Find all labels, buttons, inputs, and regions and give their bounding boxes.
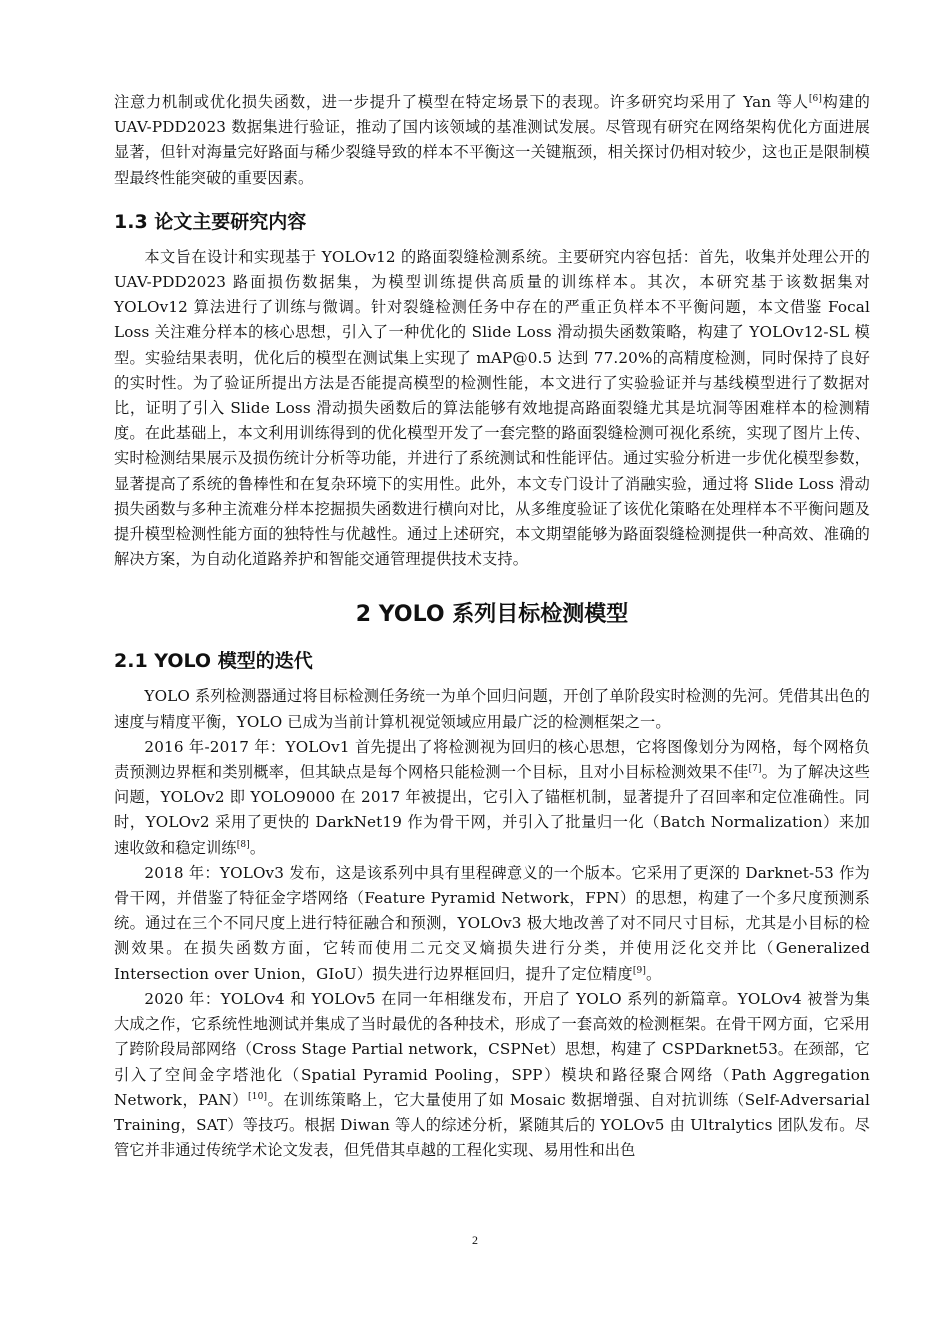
paragraph-text: 构建的 UAV-PDD2023 数据集进行验证，推动了国内该领域的基准测试发展。尽管现有研究在网络架构优化方面进展显著，但针对海量完好路面与稀少裂缝导致的样本不平衡这一关键瓶颈，相关探讨仍相对较少，这也正是限制模型最终性能突破的重要因素。 — [114, 93, 870, 187]
paragraph-text: 2016 年-2017 年：YOLOv1 首先提出了将检测视为回归的核心思想，它将图像划分为网格，每个网格负责预测边界框和类别概率，但其缺点是每个网格只能检测一个目标，且对小目标检测效果不佳 — [114, 737, 870, 782]
chapter-heading-2: 2 YOLO 系列目标检测模型 — [355, 602, 629, 628]
paragraph-intro-tail — [114, 90, 870, 191]
section-heading-1-3: 1.3 论文主要研究内容 — [114, 210, 307, 233]
page-number: 2 — [472, 1233, 478, 1247]
page-body — [114, 90, 870, 1163]
paragraph-text: 。 — [249, 838, 266, 857]
paragraph-yolov1-v2 — [114, 735, 870, 861]
paragraph-research-content: 本文旨在设计和实现基于 YOLOv12 的路面裂缝检测系统。主要研究内容包括：首先，收集并处理公开的 UAV-PDD2023 路面损伤数据集，为模型训练提供高质量的训练样本。其次，本研究基于该数据集对 YOLOv12 算法进行了训练与微调。针对裂缝检测任务中存在的严重正负样本不平衡问题，本文借鉴 Focal Loss 关注难分样本的核心思想，引入了一种优化的 Slide Loss 滑动损失函数策略，构建了 YOLOv12-SL 模型。实验结果表明，优化后的模型在测试集上实现了 mAP@0.5 达到 77.20%的高精度检测，同时保持了良好的实时性。为了验证所提出方法是否能提高模型的检测性能，本文进行了实验验证并与基线模型进行了数据对比，证明了引入 Slide Loss 滑动损失函数后的算法能够有效地提高路面裂缝尤其是坑洞等困难样本的检测精度。在此基础上，本文利用训练得到的优化模型开发了一套完整的路面裂缝检测可视化系统，实现了图片上传、实时检测结果展示及损伤统计分析等功能，并进行了系统测试和性能评估。通过实验分析进一步优化模型参数，显著提高了系统的鲁棒性和在复杂环境下的实用性。此外，本文专门设计了消融实验，通过将 Slide Loss 滑动损失函数与多种主流难分样本挖掘损失函数进行横向对比，从多维度验证了该优化策略在处理样本不平衡问题及提升模型检测性能方面的独特性与优越性。通过上述研究，本文期望能够为路面裂缝检测提供一种高效、准确的解决方案，为自动化道路养护和智能交通管理提供技术支持。 — [114, 247, 870, 569]
paragraph-yolov3 — [114, 861, 870, 987]
citation: [6] — [808, 94, 823, 104]
paragraph-text: 2018 年：YOLOv3 发布，这是该系列中具有里程碑意义的一个版本。它采用了更深的 Darknet-53 作为骨干网，并借鉴了特征金字塔网络（Feature Pyramid Network，FPN）的思想，构建了一个多尺度预测系统。通过在三个不同尺度上进行特征融合和预测，YOLOv3 极大地改善了对不同尺寸目标，尤其是小目标的检测效果。在损失函数方面，它转而使用二元交叉熵损失进行分类，并使用泛化交并比（Generalized Intersection over Union，GIoU）损失进行边界框回归，提升了定位精度 — [114, 863, 870, 983]
paragraph-text: 。 — [646, 964, 662, 983]
citation: [8] — [236, 839, 250, 850]
paragraph-yolov4-v5 — [114, 987, 870, 1163]
section-heading-2-1: 2.1 YOLO 模型的迭代 — [114, 650, 313, 673]
paragraph-text: 注意力机制或优化损失函数，进一步提升了模型在特定场景下的表现。许多研究均采用了 Yan 等人 — [114, 93, 809, 111]
citation: [7] — [748, 764, 762, 775]
citation: [9] — [632, 965, 647, 976]
citation: [10] — [248, 1091, 268, 1102]
paragraph-yolo-intro: YOLO 系列检测器通过将目标检测任务统一为单个回归问题，开创了单阶段实时检测的先河。凭借其出色的速度与精度平衡，YOLO 已成为当前计算机视觉领域应用最广泛的检测框架之一。 — [114, 687, 870, 731]
paragraph-text: 。在训练策略上，它大量使用了如 Mosaic 数据增强、自对抗训练（Self-Adversarial Training，SAT）等技巧。根据 Diwan 等人的综述分析，紧随其后的 YOLOv5 由 Ultralytics 团队发布。尽管它并非通过传统学术论文发表，但凭借其卓越的工程化实现、易用性和出色 — [114, 1090, 870, 1160]
paragraph-text: 。为了解决这些问题，YOLOv2 即 YOLO9000 在 2017 年被提出，它引入了锚框机制，显著提升了召回率和定位准确性。同时，YOLOv2 采用了更快的 DarkNet19 作为骨干网，并引入了批量归一化（Batch Normalization）来加速收敛和稳定训练 — [114, 763, 870, 857]
paragraph-text: 2020 年：YOLOv4 和 YOLOv5 在同一年相继发布，开启了 YOLO 系列的新篇章。YOLOv4 被誉为集大成之作，它系统性地测试并集成了当时最优的各种技术，形成了一套高效的检测框架。在骨干网方面，它采用了跨阶段局部网络（Cross Stage Partial network，CSPNet）思想，构建了 CSPDarknet53。在颈部，它引入了空间金字塔池化（Spatial Pyramid Pooling，SPP）模块和路径聚合网络（Path Aggregation Network，PAN） — [114, 989, 870, 1109]
